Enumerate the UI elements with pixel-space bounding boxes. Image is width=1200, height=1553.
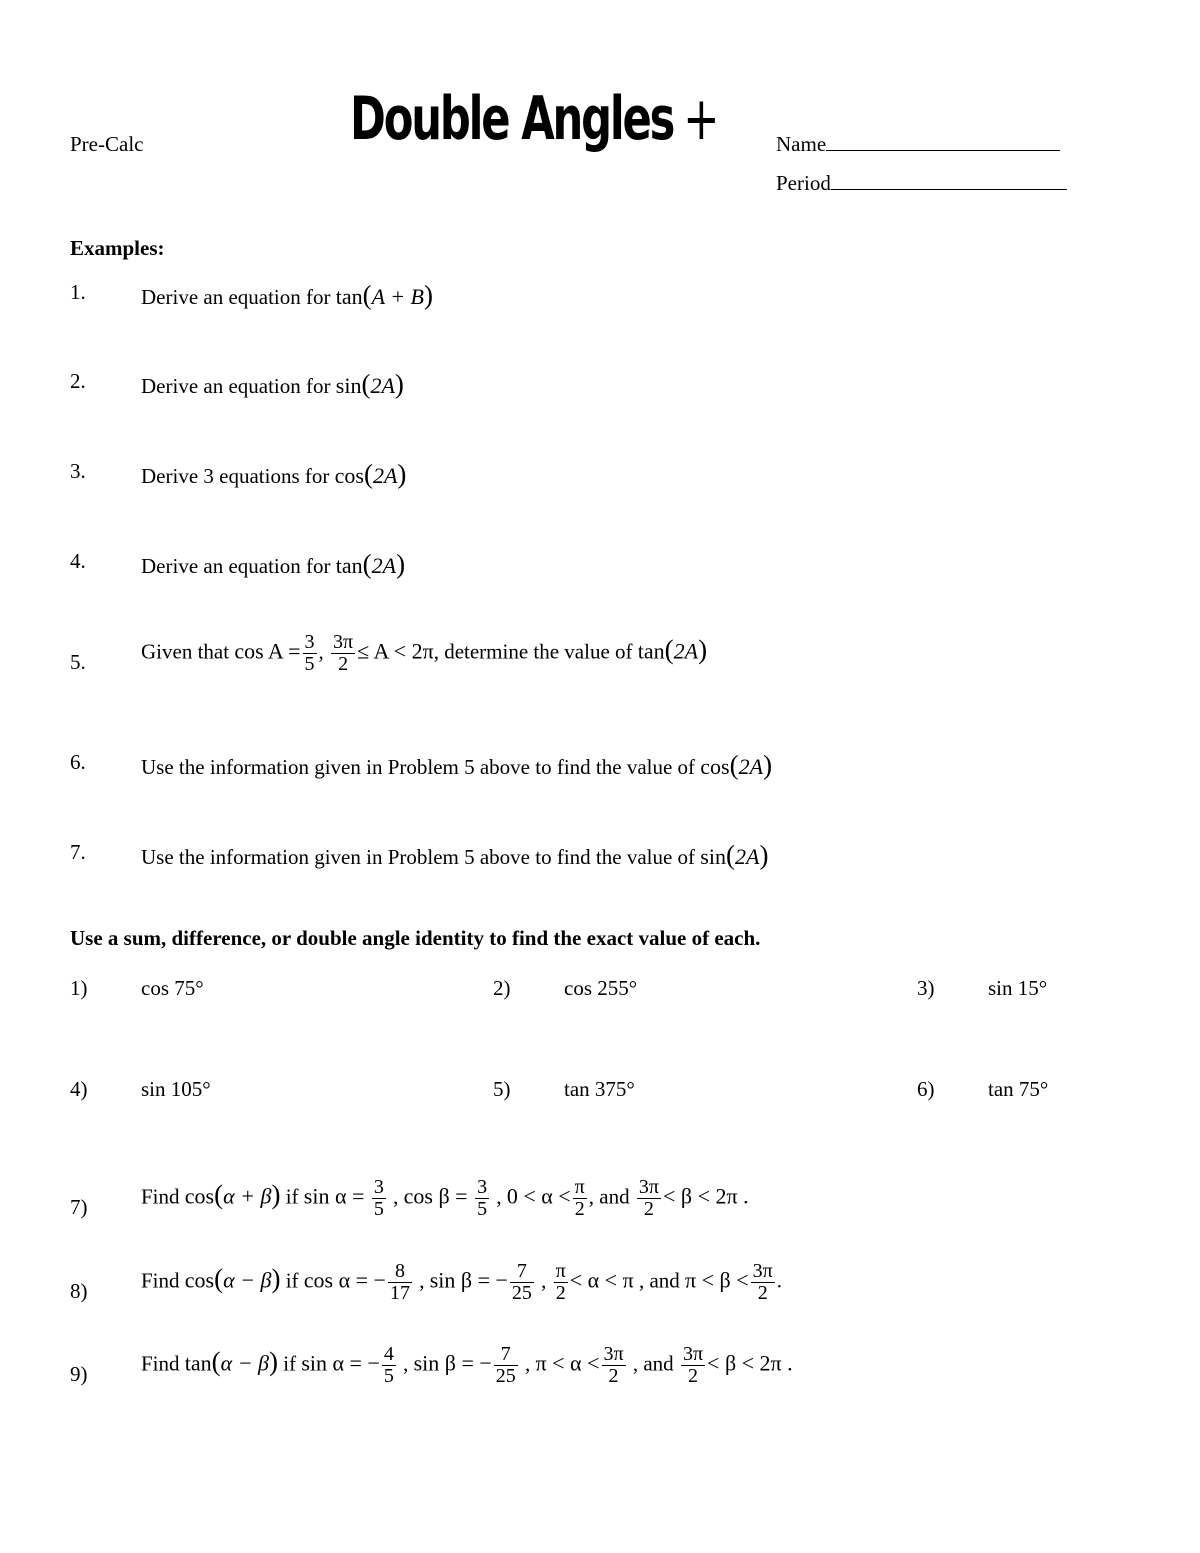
frac-den: 5 [304, 653, 315, 675]
example-3-number: 3. [70, 459, 86, 483]
example-6-fn: cos [700, 754, 730, 779]
period-blank[interactable] [831, 171, 1067, 190]
frac-den: 2 [757, 1282, 768, 1304]
problem-9-frac2 [494, 1344, 518, 1387]
and-label: , and [632, 1351, 674, 1376]
problem-7-arg: α + β [223, 1183, 272, 1209]
example-4-text: Derive an equation for [141, 554, 331, 578]
example-6-arg: 2A [738, 754, 764, 779]
frac-den: 25 [495, 1365, 516, 1387]
problem-9-arg: α − β [220, 1350, 270, 1376]
if-label: if [285, 1184, 299, 1209]
frac-den: 2 [608, 1365, 619, 1387]
frac-num: 7 [494, 1344, 518, 1366]
example-5-fraction-a [303, 632, 317, 675]
problem-8-frac4 [751, 1261, 775, 1304]
example-2-number: 2. [70, 369, 86, 393]
example-6-number: 6. [70, 750, 86, 774]
frac-num: 3 [304, 631, 315, 653]
page-title [350, 84, 717, 154]
problem-9-cond2: sin β = − [413, 1350, 492, 1376]
and-label: , and [588, 1184, 630, 1209]
example-2: Derive an equation for sin(2A) [141, 369, 404, 399]
problem-7-cond2: cos β = [403, 1183, 474, 1209]
page-title-text: Double Angles [350, 84, 674, 154]
problem-7-fn: cos [184, 1183, 215, 1209]
find-label: Find [141, 1351, 180, 1376]
frac-num: π [555, 1260, 566, 1282]
if-label: if [283, 1351, 297, 1376]
problem-8-number: 8) [70, 1279, 88, 1303]
problem-3: sin 15° [988, 976, 1048, 1000]
example-1-arg: A + B [371, 284, 424, 309]
example-3: Derive 3 equations for cos(2A) [141, 459, 407, 489]
problem-7: Find cos(α + β) if sin α = $\frac{3}{5}$ , cos β = $\frac{3}{5}$ , 0 < α < $\frac{\pi}{2}$ , and $\frac{3\pi}{2}$ < β < 2π . [141, 1176, 749, 1220]
and-label: , and [638, 1268, 680, 1293]
example-5-determine: , determine the value of [433, 639, 633, 664]
frac-den: 25 [511, 1282, 532, 1304]
example-3-fn: cos [334, 463, 364, 488]
example-2-arg: 2A [370, 373, 395, 398]
frac-num: 3 [373, 1176, 384, 1198]
problem-5: tan 375° [564, 1077, 635, 1101]
problem-7-frac1 [372, 1177, 386, 1220]
example-4-number: 4. [70, 549, 86, 573]
example-7-fn: sin [700, 844, 726, 869]
frac-den: 2 [574, 1198, 585, 1220]
problem-8-frac3 [554, 1261, 568, 1304]
frac-den: 2 [643, 1198, 654, 1220]
problem-7-frac3 [573, 1177, 587, 1220]
frac-den: 5 [383, 1365, 394, 1387]
problem-8-cond2: sin β = − [429, 1267, 508, 1293]
problem-5-number: 5) [493, 1077, 511, 1101]
frac-den: 17 [389, 1282, 410, 1304]
problem-8-cond1: cos α = − [303, 1267, 386, 1293]
problem-7-range2: < β < 2π . [662, 1183, 749, 1209]
example-1-fn: tan [335, 284, 363, 309]
problem-3-number: 3) [917, 976, 935, 1000]
problem-9-range2: < β < 2π . [707, 1350, 793, 1376]
example-1: Derive an equation for tan(A + B) [141, 280, 433, 310]
example-7-arg: 2A [734, 844, 760, 869]
example-5-text: Given that [141, 639, 230, 664]
page-title-plus: + [683, 84, 718, 154]
problem-1-number: 1) [70, 976, 88, 1000]
problem-7-number: 7) [70, 1195, 88, 1219]
name-field[interactable] [776, 132, 1060, 157]
problem-7-cond1: sin α = [303, 1183, 370, 1209]
example-5-fn: tan [637, 638, 665, 664]
example-4-arg: 2A [371, 553, 397, 578]
frac-den: 2 [687, 1365, 698, 1387]
frac-num: 3π [603, 1343, 624, 1365]
problem-2: cos 255° [564, 976, 638, 1000]
example-1-number: 1. [70, 280, 86, 304]
example-5: Given that cos A = $\frac{3}{5}$ , $\frac{3\pi}{2}$ ≤ A < 2π, determine the value of tan(2A) [141, 631, 708, 675]
frac-num: π [574, 1176, 585, 1198]
problem-9-frac4 [681, 1344, 705, 1387]
problem-7-frac2 [475, 1177, 489, 1220]
example-6-text: Use the information given in Problem 5 above to find the value of [141, 755, 696, 779]
problem-2-number: 2) [493, 976, 511, 1000]
name-blank[interactable] [826, 132, 1060, 151]
period-label: Period [776, 171, 831, 195]
frac-den: 5 [373, 1198, 384, 1220]
problem-8-fn: cos [184, 1267, 215, 1293]
example-5-cosA: cos A = [234, 638, 301, 664]
problem-8-frac2 [510, 1261, 534, 1304]
period-field[interactable] [776, 171, 1067, 196]
problem-9-number: 9) [70, 1362, 88, 1386]
frac-den: 2 [555, 1282, 566, 1304]
frac-num: 8 [388, 1261, 412, 1283]
example-1-text: Derive an equation for [141, 285, 331, 309]
example-7-number: 7. [70, 840, 86, 864]
problem-8-frac1 [388, 1261, 412, 1304]
problem-8-range1: < α < π [569, 1267, 634, 1293]
problem-4: sin 105° [141, 1077, 211, 1101]
problem-7-range1: 0 < α < [506, 1183, 571, 1209]
problem-8: Find cos(α − β) if cos α = − $\frac{8}{17}$ , sin β = − $\frac{7}{25}$ , $\frac{\pi}{2}$ < α < π , and π < β < $\frac{3\pi}{2}$ . [141, 1260, 783, 1304]
find-label: Find [141, 1268, 180, 1293]
frac-den: 5 [477, 1198, 488, 1220]
problem-9-cond1: sin α = − [301, 1350, 380, 1376]
example-5-range: ≤ A < 2π [357, 638, 434, 664]
frac-den: 2 [338, 653, 349, 675]
problem-6-number: 6) [917, 1077, 935, 1101]
problem-8-range2: π < β < [685, 1267, 749, 1293]
find-label: Find [141, 1184, 180, 1209]
problem-4-number: 4) [70, 1077, 88, 1101]
frac-num: 3π [752, 1260, 773, 1282]
problem-1: cos 75° [141, 976, 204, 1000]
frac-num: 3 [477, 1176, 488, 1198]
example-7-text: Use the information given in Problem 5 above to find the value of [141, 845, 696, 869]
example-2-text: Derive an equation for [141, 374, 331, 398]
course-label: Pre-Calc [70, 132, 144, 156]
name-label: Name [776, 132, 827, 156]
problem-9-fn: tan [184, 1350, 212, 1376]
frac-num: 3π [682, 1343, 704, 1365]
frac-num: 3π [333, 631, 354, 653]
problem-9-frac3 [602, 1344, 626, 1387]
example-3-text: Derive 3 equations for [141, 464, 330, 488]
problem-9-frac1 [382, 1344, 396, 1387]
frac-num: 4 [383, 1343, 394, 1365]
example-5-fraction-b [331, 632, 355, 675]
if-label: if [285, 1268, 299, 1293]
example-4: Derive an equation for tan(2A) [141, 549, 406, 579]
section-2-heading: Use a sum, difference, or double angle identity to find the exact value of each. [70, 926, 761, 950]
frac-num: 3π [638, 1176, 659, 1198]
problem-7-frac4 [637, 1177, 661, 1220]
example-3-arg: 2A [372, 463, 398, 488]
example-7: Use the information given in Problem 5 above to find the value of sin(2A) [141, 840, 769, 870]
example-4-fn: tan [335, 553, 363, 578]
example-6: Use the information given in Problem 5 above to find the value of cos(2A) [141, 750, 773, 780]
example-5-arg: 2A [673, 638, 699, 664]
frac-num: 7 [510, 1261, 534, 1283]
problem-9-range1: π < α < [535, 1350, 600, 1376]
example-5-number: 5. [70, 650, 86, 674]
example-2-fn: sin [335, 373, 362, 398]
examples-heading: Examples: [70, 236, 165, 260]
problem-9: Find tan(α − β) if sin α = − $\frac{4}{5}$ , sin β = − $\frac{7}{25}$ , π < α < $\frac{3\pi}{2}$ , and $\frac{3\pi}{2}$ < β < 2π . [141, 1343, 793, 1387]
problem-8-arg: α − β [223, 1267, 272, 1293]
problem-6: tan 75° [988, 1077, 1049, 1101]
